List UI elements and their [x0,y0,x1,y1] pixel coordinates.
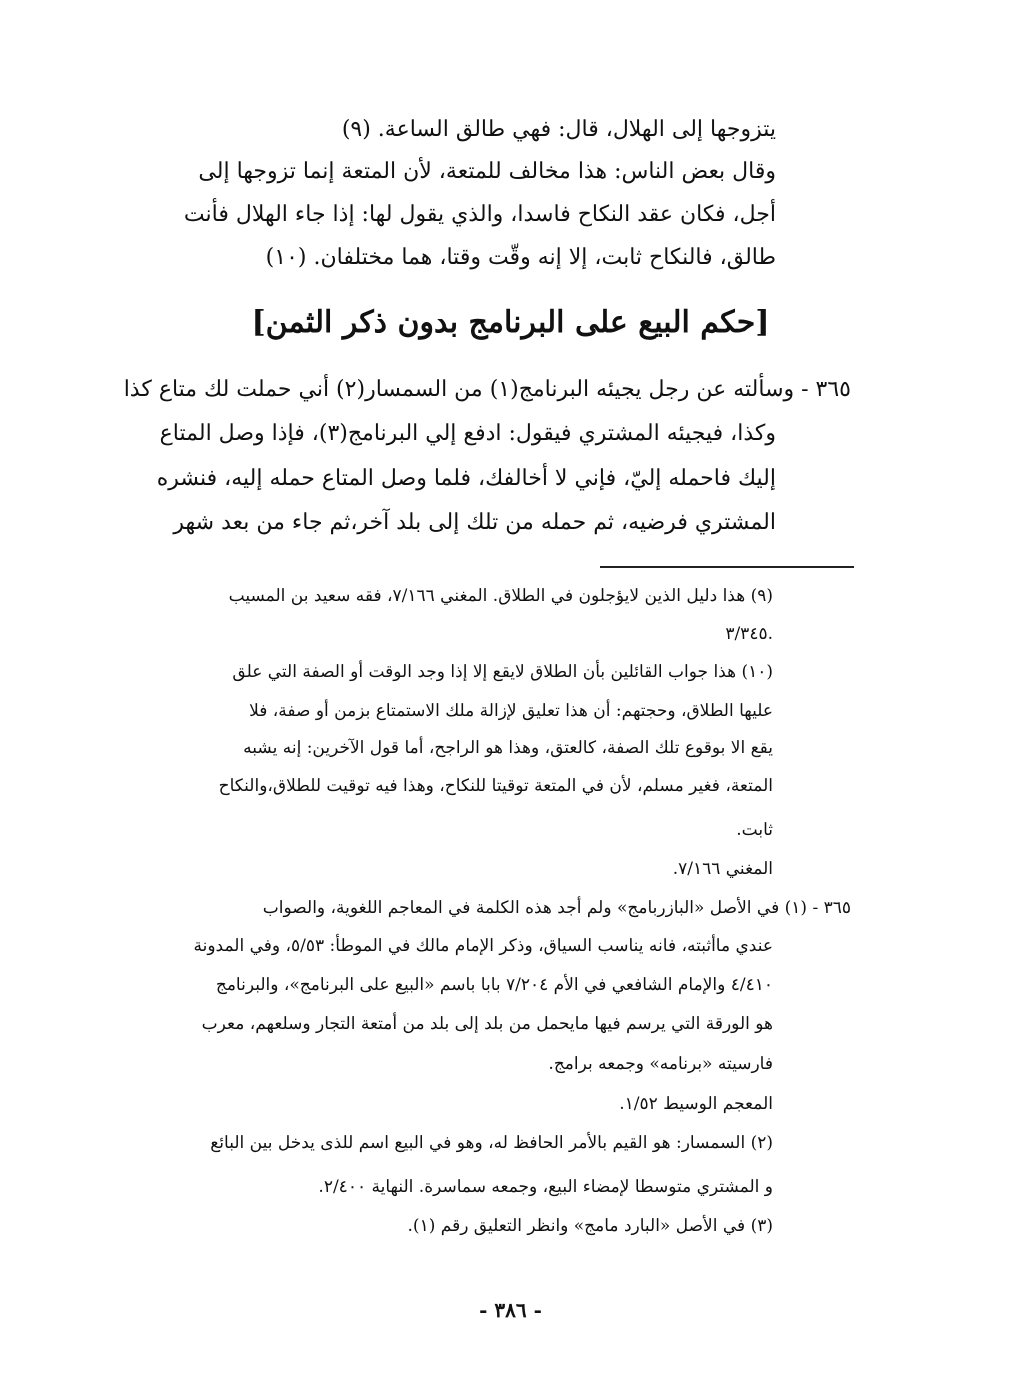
page-number: - ٣٨٦ - [479,1298,542,1322]
footnote-line: (١٠) هذا جواب القائلين بأن الطلاق لايقع إلا إذا وجد الوقت أو الصفة التي علق [232,662,773,682]
footnote-line: ثابت. [736,820,773,840]
footnote-line: فارسيته «برنامه» وجمعه برامج. [548,1054,773,1074]
main-text-line: يتزوجها إلى الهلال، قال: فهي طالق الساعة. (٩) [341,117,776,142]
entry-text-line: المشتري فرضيه، ثم حمله من تلك إلى بلد آخر،ثم جاء من بعد شهر [173,510,776,535]
footnote-line: ٤/٤١٠ والإمام الشافعي في الأم ٧/٢٠٤ بابا باسم «البيع على البرنامج»، والبرنامج [215,975,773,995]
footnote-line: عليها الطلاق، وحجتهم: أن هذا تعليق لإزالة ملك الاستمتاع بزمن أو صفة، فلا [249,701,773,721]
footnote-divider [600,566,854,568]
footnote-line: ٣٦٥ - (١) في الأصل «البازربامج» ولم أجد هذه الكلمة في المعاجم اللغوية، والصواب [262,898,851,918]
entry-text-line: وكذا، فيجيئه المشتري فيقول: ادفع إلي البرنامج(٣)، فإذا وصل المتاع [159,421,776,446]
footnote-line: المعجم الوسيط ١/٥٢. [619,1094,773,1114]
entry-text-line: ٣٦٥ - وسألته عن رجل يجيئه البرنامج(١) من السمسار(٢) أني حملت لك متاع كذا [123,377,851,402]
main-text-line: وقال بعض الناس: هذا مخالف للمتعة، لأن المتعة إنما تزوجها إلى [198,159,776,184]
footnote-line: ٣/٣٤٥. [725,624,773,644]
footnote-line: عندي ماأثبته، فانه يناسب السياق، وذكر الإمام مالك في الموطأ: ٥/٥٣، وفي المدونة [193,936,773,956]
section-heading: [حكم البيع على البرنامج بدون ذكر الثمن] [251,305,770,340]
footnote-line: يقع الا بوقوع تلك الصفة، كالعتق، وهذا هو الراجح، أما قول الآخرين: إنه يشبه [243,738,773,758]
footnote-line: و المشتري متوسطا لإمضاء البيع، وجمعه سماسرة. النهاية ٢/٤٠٠. [318,1177,773,1197]
entry-text-line: إليك فاحمله إليّ، فإني لا أخالفك، فلما وصل المتاع حمله إليه، فنشره [156,466,776,491]
footnote-line: هو الورقة التي يرسم فيها مايحمل من بلد إلى بلد من أمتعة التجار وسلعهم، معرب [201,1014,773,1034]
footnote-line: (٣) في الأصل «البارد مامج» وانظر التعليق رقم (١). [407,1216,773,1236]
footnote-line: المتعة، فغير مسلم، لأن في المتعة توقيتا للنكاح، وهذا فيه توقيت للطلاق،والنكاح [218,776,773,796]
footnote-line: (٢) السمسار: هو القيم بالأمر الحافظ له، وهو في البيع اسم للذى يدخل بين البائع [210,1133,773,1153]
main-text-line: طالق، فالنكاح ثابت، إلا إنه وقّت وقتا، هما مختلفان. (١٠) [265,245,776,270]
footnote-line: المغني ٧/١٦٦. [672,859,773,879]
footnote-line: (٩) هذا دليل الذين لايؤجلون في الطلاق. المغني ٧/١٦٦، فقه سعيد بن المسيب [228,586,773,606]
main-text-line: أجل، فكان عقد النكاح فاسدا، والذي يقول لها: إذا جاء الهلال فأنت [183,202,776,227]
